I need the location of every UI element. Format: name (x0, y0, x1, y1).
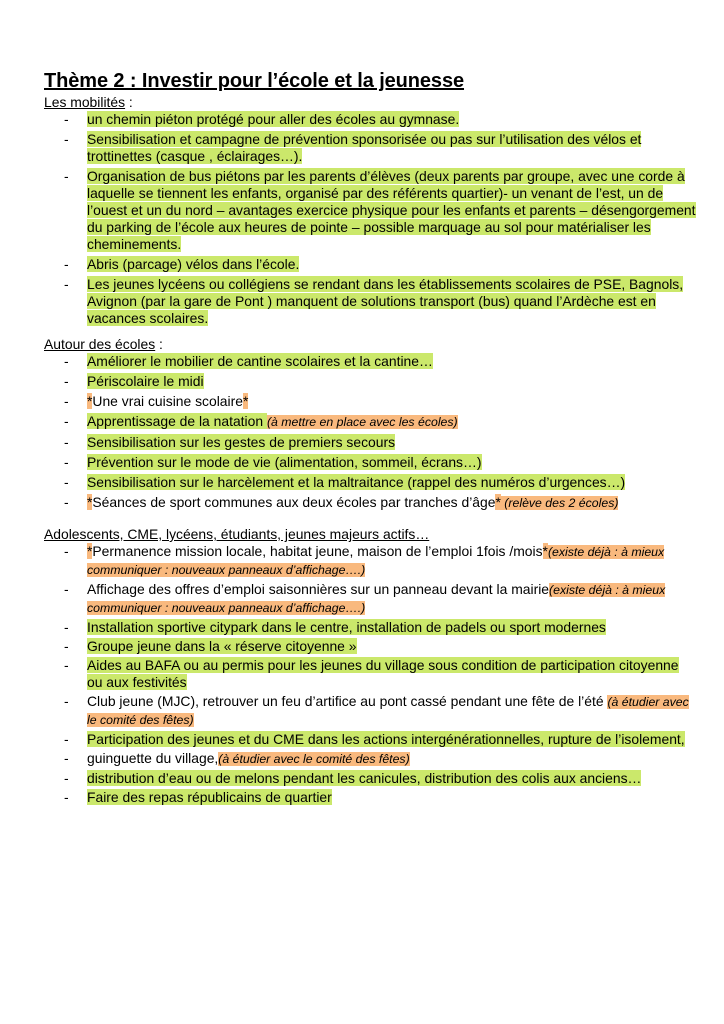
list-item (0, 494, 697, 512)
list-item (0, 619, 697, 636)
list-item (0, 131, 697, 165)
item-text: Périscolaire le midi (87, 373, 204, 389)
item-note: (existe déjà : à mieux communiquer : nouveaux panneaux d’affichage….) (87, 583, 666, 615)
list-item (0, 256, 697, 273)
item-text: guinguette du village, (87, 750, 219, 766)
list-item (0, 693, 697, 729)
item-text: Prévention sur le mode de vie (alimentation, sommeil, écrans…) (87, 454, 482, 470)
item-star-end: * (242, 393, 249, 409)
item-text: un chemin piéton protégé pour aller des écoles au gymnase. (87, 111, 460, 127)
page-title: Thème 2 : Investir pour l’école et la jeunesse (44, 70, 465, 92)
item-text: Apprentissage de la natation (87, 413, 267, 429)
section-heading-suffix: : (155, 336, 163, 352)
list-item (0, 353, 697, 370)
item-note: (relève des 2 écoles) (500, 496, 619, 510)
item-note: (à étudier avec le comité des fêtes) (87, 695, 689, 727)
section-heading-text: Adolescents, CME, lycéens, étudiants, jeunes majeurs actifs… (44, 526, 430, 542)
list-item (0, 168, 697, 253)
list-item (0, 413, 697, 431)
item-text: Aides au BAFA ou au permis pour les jeunes du village sous condition de participation citoyenne ou aux festivités (87, 657, 679, 690)
item-text: Faire des repas républicains de quartier (87, 789, 332, 805)
item-text: Permanence mission locale, habitat jeune, maison de l’emploi 1fois /mois (92, 543, 543, 559)
section-heading-text: Autour des écoles (44, 336, 156, 352)
item-text: Les jeunes lycéens ou collégiens se rendant dans les établissements scolaires de PSE, Bagnols, Avignon (par la gare de Pont ) manquent de solutions transport (bus) quand l’Ardèche est en vacances scolaires. (87, 276, 684, 326)
item-text: Sensibilisation et campagne de prévention sponsorisée ou pas sur l’utilisation des vélos et trottinettes (casque , éclairages…). (87, 131, 642, 164)
item-note: (à mettre en place avec les écoles) (266, 415, 458, 429)
list-item (0, 373, 697, 390)
item-star: * (87, 543, 93, 559)
section-heading-mobilites (44, 94, 133, 111)
section-heading-adolescents (44, 526, 429, 543)
list-item (0, 581, 697, 617)
item-text: distribution d’eau ou de melons pendant les canicules, distribution des colis aux anciens… (87, 770, 642, 786)
ecoles-list (0, 353, 697, 515)
list-item (0, 543, 697, 579)
item-text: Une vrai cuisine scolaire (92, 393, 243, 409)
list-item (0, 111, 697, 128)
list-item (0, 750, 697, 768)
list-item (0, 731, 697, 748)
item-text: Installation sportive citypark dans le centre, installation de padels ou sport modernes (87, 619, 606, 635)
adolescents-list (0, 543, 697, 808)
item-text: Organisation de bus piétons par les parents d’élèves (deux parents par groupe, avec une corde à laquelle se tiennent les enfants, organisé par des référents quartier)- un venant de l’est, un de l’ouest et un du nord – avantages exercice physique pour les enfants et parents – désengorgement du parking de l’école aux heures de pointe – possible marquage au sol pour matérialiser les cheminements. (87, 168, 696, 252)
list-item (0, 434, 697, 451)
mobilites-list (0, 111, 697, 330)
list-item (0, 657, 697, 691)
list-item (0, 789, 697, 806)
item-text: Abris (parcage) vélos dans l’école. (87, 256, 300, 272)
list-item (0, 454, 697, 471)
list-item (0, 770, 697, 787)
item-text: Améliorer le mobilier de cantine scolaires et la cantine… (87, 353, 433, 369)
item-text: Séances de sport communes aux deux écoles par tranches d’âge (92, 494, 496, 510)
section-heading-text: Les mobilités (44, 94, 126, 110)
item-star: * (87, 393, 93, 409)
section-heading-ecoles (44, 336, 163, 353)
item-text: Groupe jeune dans la « réserve citoyenne » (87, 638, 357, 654)
item-star: * (87, 494, 93, 510)
item-note: (existe déjà : à mieux communiquer : nouveaux panneaux d’affichage….) (87, 545, 665, 577)
item-text: Club jeune (MJC), retrouver un feu d’artifice au pont cassé pendant une fête de l’été (87, 693, 608, 709)
item-star-end: * (495, 494, 501, 510)
item-note: (à étudier avec le comité des fêtes) (218, 752, 410, 766)
list-item (0, 393, 697, 410)
item-text: Sensibilisation sur le harcèlement et la maltraitance (rappel des numéros d’urgences…) (87, 474, 626, 490)
item-text: Affichage des offres d’emploi saisonnières sur un panneau devant la mairie (87, 581, 550, 597)
list-item (0, 638, 697, 655)
item-text: Sensibilisation sur les gestes de premiers secours (87, 434, 396, 450)
list-item (0, 474, 697, 491)
section-heading-suffix: : (125, 94, 133, 110)
item-text: Participation des jeunes et du CME dans les actions intergénérationnelles, rupture de l’isolement, (87, 731, 685, 747)
item-star-end: * (542, 543, 548, 559)
list-item (0, 276, 697, 327)
